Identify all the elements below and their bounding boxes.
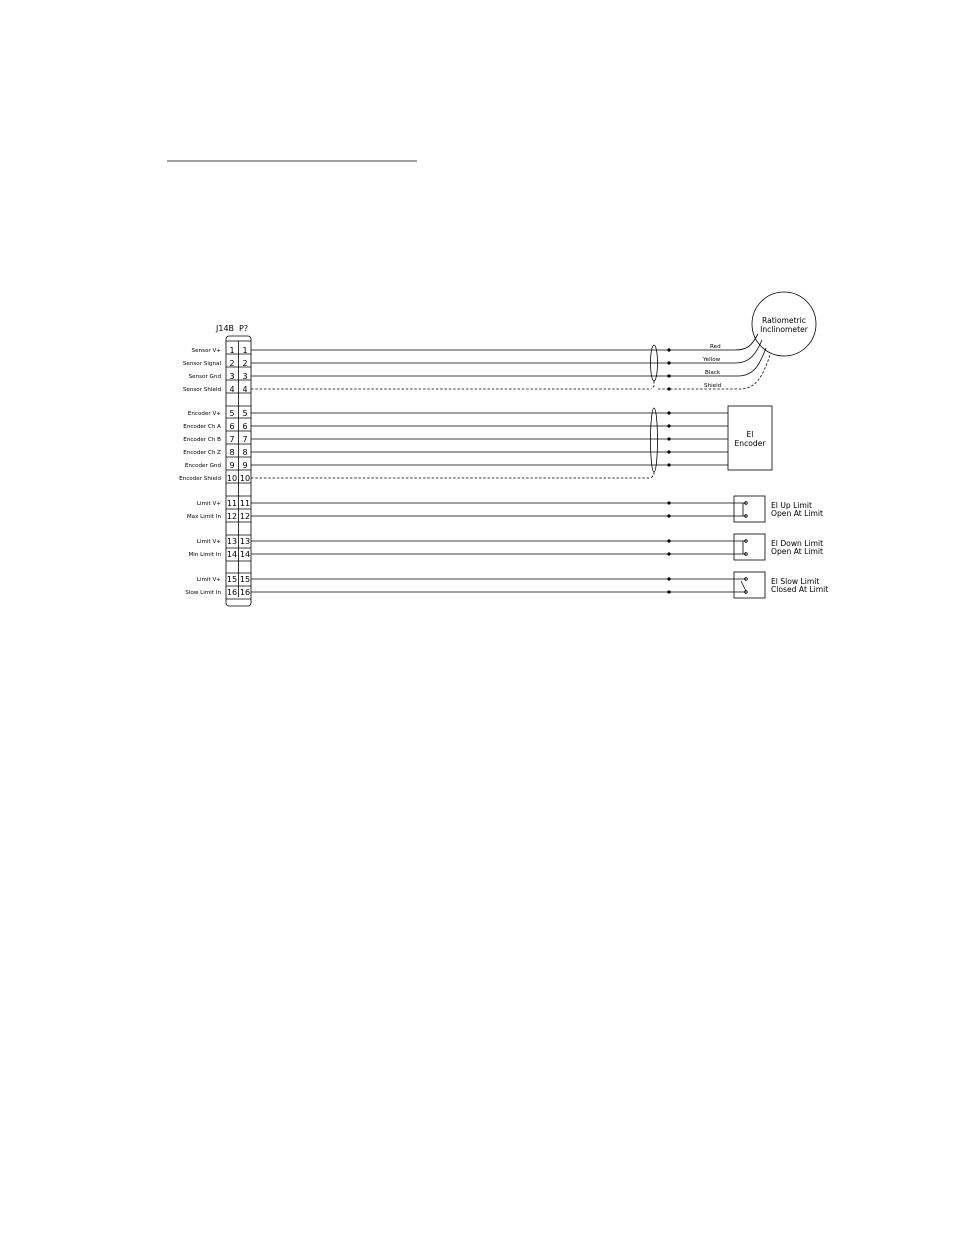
pin-label: Sensor V+ [191, 348, 221, 354]
pin-number: 8 [229, 448, 235, 457]
encoder-label-1: El [746, 430, 754, 439]
limit-switch-label-1: El Slow Limit [771, 577, 820, 586]
pin-number: 7 [242, 435, 248, 444]
pin-number: 12 [226, 512, 238, 521]
pin-number: 15 [226, 575, 238, 584]
pin-number: 12 [239, 512, 251, 521]
pin-number: 5 [229, 409, 235, 418]
pin-label: Encoder Shield [179, 476, 221, 482]
pin-number: 7 [229, 435, 235, 444]
pin-label: Sensor Gnd [188, 374, 221, 380]
inclinometer [752, 292, 816, 356]
limit-switch-label-1: El Down Limit [771, 539, 824, 548]
encoder [728, 406, 772, 470]
connector-header-right: P? [239, 324, 249, 333]
limit-switch-label-2: Closed At Limit [771, 585, 829, 594]
pin-label: Encoder Gnd [184, 463, 221, 469]
pin-label: Max Limit In [186, 514, 221, 520]
pin-label: Limit V+ [196, 539, 221, 545]
pin-number: 13 [239, 537, 251, 546]
pin-number: 13 [226, 537, 238, 546]
pin-labels [179, 346, 250, 597]
pin-number: 9 [229, 461, 235, 470]
pin-number: 10 [226, 474, 238, 483]
pin-number: 14 [239, 550, 251, 559]
pin-label: Encoder Ch A [183, 424, 221, 430]
wire-color-label: Shield [704, 383, 722, 389]
wire-color-label: Black [705, 370, 721, 376]
pin-label: Sensor Signal [182, 361, 221, 367]
pin-number: 5 [242, 409, 248, 418]
pin-number: 4 [242, 385, 248, 394]
wire-color-label: Red [710, 344, 721, 350]
pin-number: 14 [226, 550, 238, 559]
pin-number: 2 [242, 359, 248, 368]
pin-label: Slow Limit In [185, 590, 221, 596]
inclinometer-label-1: Ratiometric [762, 316, 806, 325]
pin-label: Sensor Shield [182, 387, 221, 393]
pin-label: Limit V+ [196, 501, 221, 507]
pin-number: 4 [229, 385, 235, 394]
pin-label: Encoder V+ [187, 411, 221, 417]
pin-label: Min Limit In [188, 552, 221, 558]
pin-number: 6 [242, 422, 248, 431]
pin-number: 16 [239, 588, 251, 597]
pin-number: 8 [242, 448, 248, 457]
limit-switch-slow [251, 572, 828, 598]
pin-number: 1 [229, 346, 235, 355]
pin-number: 6 [229, 422, 235, 431]
pin-number: 3 [242, 372, 248, 381]
sensor-wires [251, 334, 770, 391]
pin-label: Encoder Ch Z [183, 450, 221, 456]
limit-switch-up [251, 496, 823, 522]
wire-color-label: Yellow [703, 357, 721, 363]
inclinometer-label-2: Inclinometer [760, 325, 808, 334]
pin-label: Encoder Ch B [183, 437, 221, 443]
encoder-wires [251, 408, 728, 478]
pin-number: 3 [229, 372, 235, 381]
pin-number: 1 [242, 346, 248, 355]
connector-header-left: J14B [216, 324, 235, 333]
encoder-label-2: Encoder [734, 439, 766, 448]
pin-number: 2 [229, 359, 235, 368]
pin-number: 15 [239, 575, 251, 584]
pin-label: Limit V+ [196, 577, 221, 583]
pin-number: 11 [239, 499, 251, 508]
limit-switch-down [251, 534, 823, 560]
pin-number: 11 [226, 499, 238, 508]
pin-number: 16 [226, 588, 238, 597]
limit-switch-label-1: El Up Limit [771, 501, 812, 510]
pin-number: 10 [239, 474, 251, 483]
pin-number: 9 [242, 461, 248, 470]
limit-switch-label-2: Open At Limit [771, 509, 823, 518]
limit-switch-label-2: Open At Limit [771, 547, 823, 556]
